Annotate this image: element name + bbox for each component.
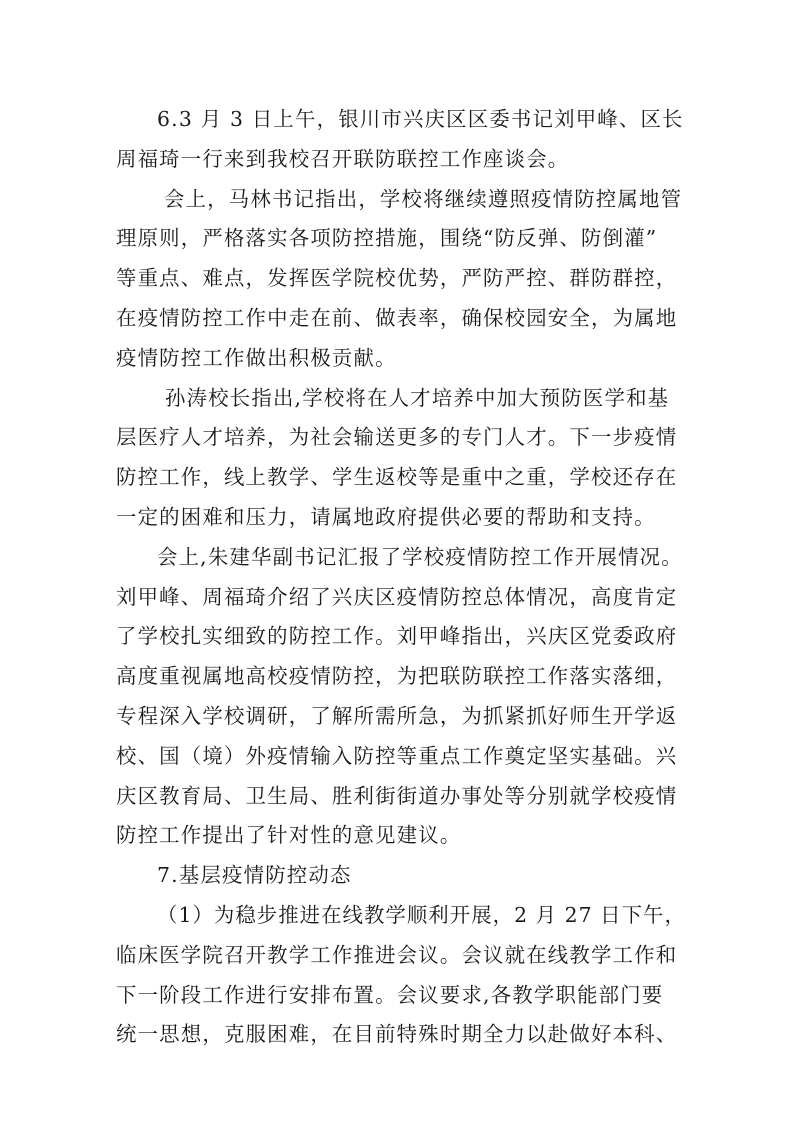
text-line: 下一阶段工作进行安排布置。会议要求,各教学职能部门要 bbox=[116, 982, 664, 1007]
document-body bbox=[116, 100, 686, 1055]
text-line: （1）为稳步推进在线教学顺利开展，2 月 27 日下午， bbox=[157, 902, 686, 927]
text-line: 防控工作提出了针对性的意见建议。 bbox=[116, 823, 462, 848]
text-line: 6.3 月 3 日上午，银川市兴庆区区委书记刘甲峰、区长 bbox=[157, 107, 684, 131]
text-line: 层医疗人才培养，为社会输送更多的专门人才。下一步疫情 bbox=[116, 425, 678, 450]
text-line: 庆区教育局、卫生局、胜利街街道办事处等分别就学校疫情 bbox=[116, 783, 678, 808]
text-line: 刘甲峰、周福琦介绍了兴庆区疫情防控总体情况，高度肯定 bbox=[116, 584, 678, 609]
text-line: 专程深入学校调研，了解所需所急，为抓紧抓好师生开学返 bbox=[116, 703, 678, 728]
paragraph-suntao-remarks bbox=[116, 379, 686, 538]
paragraph-clinical-college bbox=[116, 896, 686, 1055]
text-line: 等重点、难点，发挥医学院校优势，严防严控、群防群控， bbox=[116, 266, 678, 291]
text-line: 会上,朱建华副书记汇报了学校疫情防控工作开展情况。 bbox=[157, 544, 683, 569]
text-line: 临床医学院召开教学工作推进会议。会议就在线教学工作和 bbox=[116, 942, 678, 967]
text-line: 会上，马林书记指出，学校将继续遵照疫情防控属地管 bbox=[164, 186, 683, 211]
text-line: 高度重视属地高校疫情防控，为把联防联控工作落实落细， bbox=[116, 664, 678, 689]
text-line: 疫情防控工作做出积极贡献。 bbox=[116, 345, 397, 370]
text-line: 7.基层疫情防控动态 bbox=[157, 863, 352, 888]
text-line: 理原则，严格落实各项防控措施，围绕“防反弹、防倒灌” bbox=[116, 226, 658, 251]
text-line: 防控工作，线上教学、学生返校等是重中之重，学校还存在 bbox=[116, 465, 678, 490]
paragraph-meeting-intro bbox=[116, 100, 686, 180]
text-line: 了学校扎实细致的防控工作。刘甲峰指出，兴庆区党委政府 bbox=[116, 624, 678, 649]
text-line: 孙涛校长指出,学校将在人才培养中加大预防医学和基 bbox=[165, 385, 670, 410]
paragraph-malin-remarks bbox=[116, 180, 686, 379]
paragraph-zhujianhua-report bbox=[116, 538, 686, 856]
section-heading-grassroots bbox=[116, 856, 686, 896]
text-line: 统一思想，克服困难，在目前特殊时期全力以赴做好本科、 bbox=[116, 1022, 678, 1047]
text-line: 一定的困难和压力，请属地政府提供必要的帮助和支持。 bbox=[116, 504, 656, 529]
text-line: 在疫情防控工作中走在前、做表率，确保校园安全，为属地 bbox=[116, 305, 678, 330]
text-line: 校、国（境）外疫情输入防控等重点工作奠定坚实基础。兴 bbox=[116, 743, 678, 768]
text-line: 周福琦一行来到我校召开联防联控工作座谈会。 bbox=[116, 146, 570, 171]
